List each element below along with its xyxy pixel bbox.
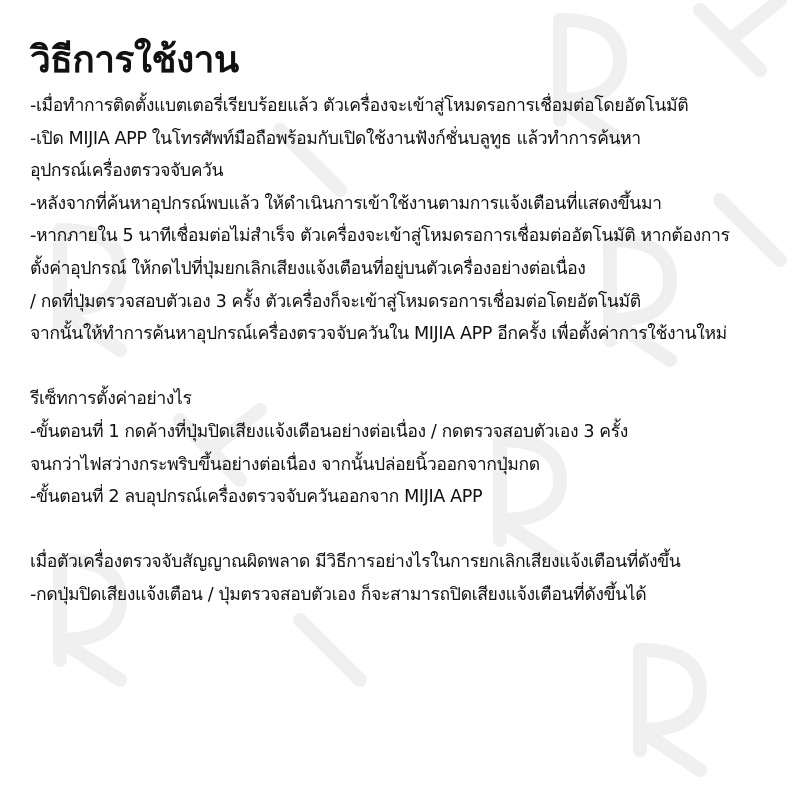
setup-instructions [30, 90, 790, 351]
text-line: -เปิด MIJIA APP ในโทรศัพท์มือถือพร้อมกับเปิดใช้งานฟังก์ชั่นบลูทูธ แล้วทำการค้นหา [30, 128, 641, 149]
text-line: อุปกรณ์เครื่องตรวจจับควัน [30, 161, 224, 182]
document-body [30, 32, 790, 612]
text-line: -เมื่อทำการติดตั้งแบตเตอรี่เรียบร้อยแล้ว ตัวเครื่องจะเข้าสู่โหมดรอการเชื่อมต่อโดยอัตโนมัติ [30, 96, 689, 116]
text-line: จนกว่าไฟสว่างกระพริบขึ้นอย่างต่อเนื่อง จากนั้นปล่อยนิ้วออกจากปุ่มกด [30, 454, 540, 475]
text-line: / กดที่ปุ่มตรวจสอบตัวเอง 3 ครั้ง ตัวเครื่องก็จะเข้าสู่โหมดรอการเชื่อมต่อโดยอัตโนมัติ [30, 291, 641, 312]
text-line: -ขั้นตอนที่ 1 กดค้างที่ปุ่มปิดเสียงแจ้งเตือนอย่างต่อเนื่อง / กดตรวจสอบตัวเอง 3 ครั้ง [30, 421, 628, 442]
text-line: -กดปุ่มปิดเสียงแจ้งเตือน / ปุ่มตรวจสอบตัวเอง ก็จะสามารถปิดเสียงแจ้งเตือนที่ดังขึ้นได้ [30, 584, 647, 605]
spacer [30, 351, 790, 384]
page-title: วิธีการใช้งาน [30, 38, 239, 81]
text-line: -หากภายใน 5 นาทีเชื่อมต่อไม่สำเร็จ ตัวเครื่องจะเข้าสู่โหมดรอการเชื่อมต่ออัตโนมัติ หากต้องการ [30, 226, 730, 247]
text-line: -ขั้นตอนที่ 2 ลบอุปกรณ์เครื่องตรวจจับควันออกจาก MIJIA APP [30, 487, 483, 508]
reset-instructions [30, 383, 790, 513]
text-line: ตั้งค่าอุปกรณ์ ให้กดไปที่ปุ่มยกเลิกเสียงแจ้งเตือนที่อยู่บนตัวเครื่องอย่างต่อเนื่อง [30, 258, 586, 279]
section-heading: รีเซ็ทการตั้งค่าอย่างไร [30, 389, 192, 410]
section-heading: เมื่อตัวเครื่องตรวจจับสัญญาณผิดพลาด มีวิธีการอย่างไรในการยกเลิกเสียงแจ้งเตือนที่ดังขึ้น [30, 552, 681, 573]
text-line: จากนั้นให้ทำการค้นหาอุปกรณ์เครื่องตรวจจับควันใน MIJIA APP อีกครั้ง เพื่อตั้งค่าการใช้งานใหม่ [30, 324, 727, 345]
false-alarm-instructions [30, 546, 790, 611]
text-line: -หลังจากที่ค้นหาอุปกรณ์พบแล้ว ให้ดำเนินการเข้าใช้งานตามการแจ้งเตือนที่แสดงขึ้นมา [30, 193, 662, 214]
spacer [30, 514, 790, 547]
